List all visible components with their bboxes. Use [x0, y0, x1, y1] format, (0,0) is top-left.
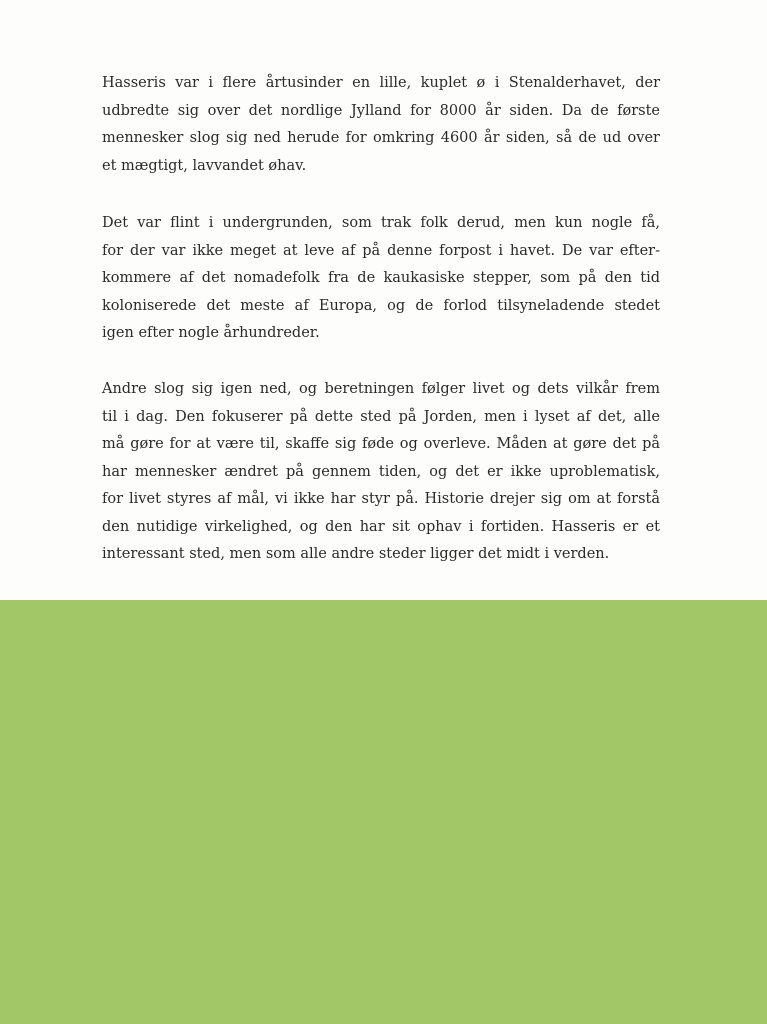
- text-line: Det var flint i undergrunden, som trak folk derud, men kun nogle få,: [102, 215, 660, 231]
- text-line: til i dag. Den fokuserer på dette sted på Jorden, men i lyset af det, alle: [102, 408, 660, 425]
- text-line: Andre slog sig igen ned, og beretningen følger livet og dets vilkår frem: [102, 381, 660, 397]
- text-line: udbredte sig over det nordlige Jylland for 8000 år siden. Da de første: [102, 102, 660, 119]
- text-line: har mennesker ændret på gennem tiden, og det er ikke uproblematisk,: [102, 463, 660, 480]
- text-line: igen efter nogle århundreder.: [102, 325, 320, 341]
- text-line: mennesker slog sig ned herude for omkring 4600 år siden, så de ud over: [102, 130, 660, 146]
- text-line: koloniserede det meste af Europa, og de forlod tilsyneladende stedet: [102, 297, 660, 314]
- text-line: for der var ikke meget at leve af på denne forpost i havet. De var efter-: [102, 242, 660, 259]
- paragraph-1: [102, 70, 660, 180]
- text-line: den nutidige virkelighed, og den har sit ophav i fortiden. Hasseris er et: [102, 518, 660, 535]
- green-color-block: [0, 600, 767, 1024]
- text-line: for livet styres af mål, vi ikke har styr på. Historie drejer sig om at forstå: [102, 491, 660, 507]
- paragraph-2: [102, 210, 660, 348]
- text-line: må gøre for at være til, skaffe sig føde og overleve. Måden at gøre det på: [102, 436, 660, 452]
- text-line: kommere af det nomadefolk fra de kaukasiske stepper, som på den tid: [102, 270, 660, 286]
- text-line: et mægtigt, lavvandet øhav.: [102, 157, 307, 174]
- paragraph-3: [102, 376, 660, 569]
- text-line: Hasseris var i flere årtusinder en lille, kuplet ø i Stenalderhavet, der: [102, 75, 660, 91]
- text-line: interessant sted, men som alle andre steder ligger det midt i verden.: [102, 546, 610, 562]
